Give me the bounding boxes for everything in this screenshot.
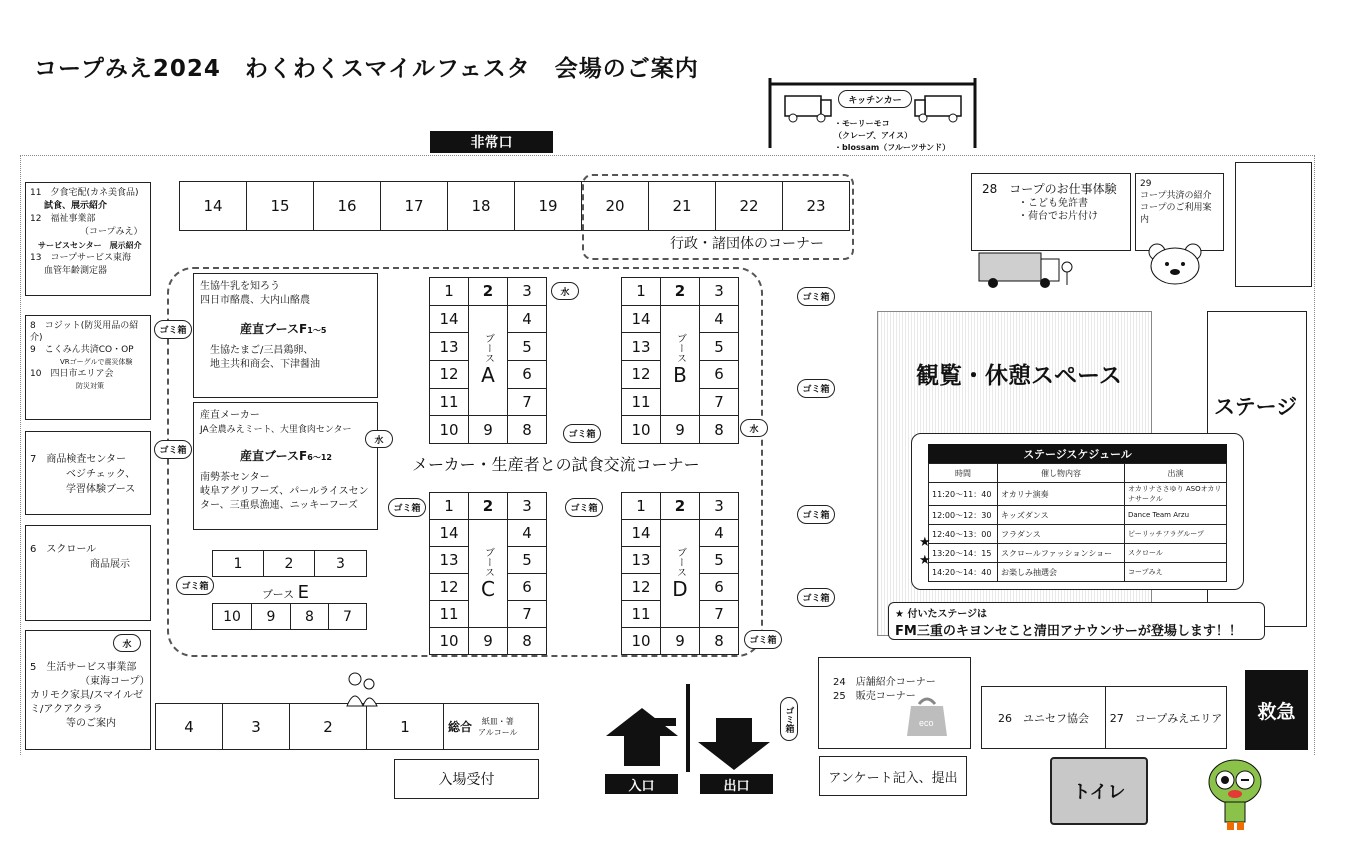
booth-center [468, 305, 508, 417]
booth-cell: 14 [429, 519, 469, 547]
booth-cell: 4 [155, 703, 223, 750]
kitchen-car-item: （クレープ、アイス） [834, 131, 913, 140]
left-box-8-10 [25, 315, 151, 420]
booth-label: ブース [262, 588, 295, 601]
right-top-box [1235, 162, 1312, 287]
sogo-sub-line: アルコール [478, 727, 518, 737]
green-mascot-icon [1195, 752, 1275, 832]
booth-cell: 10 [429, 415, 469, 444]
booth-cell: 1 [621, 277, 661, 306]
booth-f-line: 岐阜アグリフーズ、パールライスセンター、三重県漁連、ニッキーフーズ [200, 486, 369, 511]
booth-cell: 5 [699, 546, 739, 574]
schedule-cell: お楽しみ抽選会 [998, 563, 1125, 582]
booth-cell: 23 [782, 181, 850, 231]
booth-cell: 6 [507, 573, 547, 601]
bottom-booth-row [155, 703, 539, 750]
box-28 [971, 173, 1131, 251]
booth-label: ブース [482, 333, 494, 364]
trash-bin: ゴミ箱 [563, 424, 601, 443]
booth-cell: 9 [468, 415, 508, 444]
booth-label: ブース [674, 546, 686, 577]
booth-cell: 4 [699, 519, 739, 547]
booth-cell: 4 [507, 519, 547, 547]
entrance-label: 入口 [605, 774, 678, 794]
schedule-row [929, 506, 1227, 525]
stage-label: ステージ [1214, 395, 1298, 419]
box-line: 9 こくみん共済CO・OP [30, 345, 134, 355]
fm-note-line: ★ 付いたステージは [895, 609, 988, 620]
schedule-header-row [929, 464, 1227, 483]
booth-f-line: JA全農みえミート、大里食肉センター [200, 425, 352, 435]
left-box-7 [25, 431, 151, 515]
people-illustration-icon [343, 670, 381, 708]
booth-cell: 10 [212, 603, 252, 630]
schedule-cell: コープみえ [1125, 563, 1227, 582]
box-line: （東海コープ） [80, 676, 150, 687]
booth-cell: 9 [660, 415, 700, 444]
stage-schedule [911, 433, 1244, 590]
schedule-row [929, 563, 1227, 582]
booth-cell: 11 [429, 388, 469, 417]
booth-letter: E [297, 582, 309, 603]
booth-letter: A [481, 363, 495, 388]
schedule-row [929, 483, 1227, 506]
booth-f-name: 産直ブースF [240, 449, 308, 463]
box-line: 8 コジット(防災用品の紹介) [30, 321, 139, 343]
booth-cell: 13 [429, 546, 469, 574]
eco-bag-icon [905, 694, 949, 738]
survey-box: アンケート記入、提出 [819, 756, 967, 796]
booth-cell: 1 [429, 277, 469, 306]
booth-a [429, 277, 546, 443]
booth-cell: 12 [429, 573, 469, 601]
booth-cell: 8 [507, 415, 547, 444]
schedule-cell: ピーリッチフラグループ [1125, 525, 1227, 544]
booth-cell: 20 [581, 181, 649, 231]
kitchen-car-item: ・blossam（フルーツサンド） [834, 143, 951, 152]
booth-b [621, 277, 738, 443]
booth-cell: 7 [699, 600, 739, 628]
booth-cell: 2 [468, 277, 508, 306]
sogo-sub-line: 紙皿・箸 [481, 716, 514, 726]
booth-cell: 9 [251, 603, 291, 630]
booth-e [212, 550, 367, 630]
schedule-cell: 12:40～13：00 [929, 525, 998, 544]
water-station: 水 [113, 634, 141, 652]
bear-mascot-icon [1145, 240, 1205, 286]
schedule-header: 出演 [1125, 464, 1227, 483]
water-station: 水 [365, 430, 393, 448]
booth-cell: 6 [699, 573, 739, 601]
box-line: 12 福祉事業部 [30, 214, 96, 224]
emergency-exit: 非常口 [430, 131, 553, 153]
box-line: ベジチェック、 [66, 469, 136, 480]
maker-corner-label: メーカー・生産者との試食交流コーナー [412, 455, 700, 474]
schedule-title: ステージスケジュール [928, 444, 1227, 463]
booth-center [468, 519, 508, 628]
box-line: （コープみえ） [80, 227, 143, 237]
booth-cell: 9 [468, 627, 508, 655]
schedule-cell: 12:00～12：30 [929, 506, 998, 525]
exit-label: 出口 [700, 774, 773, 794]
booth-f-line: 生協たまご/三昌鶏卵、 [210, 345, 314, 356]
booth-cell: 11 [429, 600, 469, 628]
booth-cell: 12 [621, 360, 661, 389]
schedule-header: 催し物内容 [998, 464, 1125, 483]
booth-f-line: 四日市酪農、大内山酪農 [200, 295, 310, 306]
booth-cell: 1 [429, 492, 469, 520]
booth-f-6-12 [193, 402, 378, 530]
schedule-cell: スクロールファッションショー [998, 544, 1125, 563]
booth-f-name: 産直ブースF [240, 322, 308, 336]
booth-f-line: 生協牛乳を知ろう [200, 281, 280, 292]
entrance-exit-arrows [600, 680, 780, 775]
fm-note [888, 602, 1265, 640]
booth-cell: 12 [621, 573, 661, 601]
booth-cell: 2 [660, 277, 700, 306]
booth-letter: B [673, 363, 687, 388]
booth-cell: 14 [429, 305, 469, 334]
booth-cell: 3 [699, 492, 739, 520]
box-line: 防災対策 [76, 382, 104, 390]
star-icon: ★ [919, 553, 931, 568]
box-line: カリモク家具/スマイルゼミ/アクアクララ [30, 690, 143, 715]
booth-center [660, 519, 700, 628]
box-29-line: コープのご利用案内 [1140, 203, 1212, 225]
booth-cell: 3 [507, 492, 547, 520]
booth-cell: 5 [507, 332, 547, 361]
box-line: 等のご案内 [66, 718, 116, 729]
booth-cell: 2 [289, 703, 367, 750]
booth-cell: 15 [246, 181, 314, 231]
booth-cell: 10 [621, 627, 661, 655]
booth-d [621, 492, 738, 654]
eco-text: eco [919, 718, 934, 728]
up-arrow-icon [606, 708, 678, 766]
booth-letter: C [481, 576, 495, 601]
toilet: トイレ [1050, 757, 1148, 825]
box-line: 商品展示 [90, 559, 130, 570]
fm-note-line: FM三重のキヨンセこと清田アナウンサーが登場します！！ [895, 624, 1242, 639]
box-line: 11 夕食宅配(カネ美食品) [30, 188, 139, 198]
booth-cell: 16 [313, 181, 381, 231]
trash-bin: ゴミ箱 [744, 630, 782, 649]
schedule-cell: スクロール [1125, 544, 1227, 563]
first-aid: 救急 [1245, 670, 1308, 750]
star-icon: ★ [919, 535, 931, 550]
trash-bin: ゴミ箱 [154, 320, 192, 339]
box-line: 10 四日市エリア会 [30, 369, 114, 379]
reception: 入場受付 [394, 759, 539, 799]
box-29-line: コープ共済の紹介 [1140, 191, 1212, 201]
booth-cell: 17 [380, 181, 448, 231]
booth-cell: 10 [621, 415, 661, 444]
booth-cell: 13 [621, 546, 661, 574]
left-box-11-13 [25, 182, 151, 296]
box-28-title: 28 コープのお仕事体験 [982, 182, 1117, 196]
booth-cell: 10 [429, 627, 469, 655]
page-title: コープみえ2024 わくわくスマイルフェスタ 会場のご案内 [34, 56, 699, 82]
schedule-table [928, 463, 1227, 582]
trash-bin: ゴミ箱 [176, 576, 214, 595]
box-line: 試食、展示紹介 [44, 201, 108, 211]
coop-truck-icon [977, 247, 1082, 291]
booth-label: ブース [482, 546, 494, 577]
box-24-line: 24 店舗紹介コーナー [833, 677, 936, 688]
trash-bin: ゴミ箱 [797, 588, 835, 607]
box-29-line: 29 [1140, 179, 1152, 189]
booth-f-line: 南勢茶センター [200, 472, 270, 483]
booth-f-title [240, 322, 371, 338]
booth-cell: 2 [660, 492, 700, 520]
booth-cell: 7 [328, 603, 367, 630]
booth-cell: 9 [660, 627, 700, 655]
trash-bin: ゴミ箱 [565, 498, 603, 517]
water-station: 水 [740, 419, 768, 437]
booth-cell: 5 [699, 332, 739, 361]
trash-bin-vertical: ゴミ箱 [780, 697, 798, 741]
kitchen-car-item: ・モーリーモコ [834, 119, 890, 128]
booth-cell: 18 [447, 181, 515, 231]
booth-cell: 1 [366, 703, 444, 750]
schedule-row [929, 544, 1227, 563]
booth-cell: 12 [429, 360, 469, 389]
booth-center [660, 305, 700, 417]
booth-cell: 4 [507, 305, 547, 334]
schedule-cell: キッズダンス [998, 506, 1125, 525]
booth-cell: 8 [699, 627, 739, 655]
booth-cell: 8 [699, 415, 739, 444]
viewing-label: 観覧・休憩スペース [916, 363, 1122, 389]
booth-cell: 1 [212, 550, 264, 577]
box-26: 26 ユニセフ協会 [981, 686, 1106, 749]
booth-f-line: 地主共和商会、下津醤油 [210, 359, 320, 370]
booth-cell: 5 [507, 546, 547, 574]
box-line: 5 生活サービス事業部 [30, 662, 137, 673]
box-line: サービスセンター 展示紹介 [38, 241, 142, 250]
box-line: 6 スクロール [30, 544, 97, 555]
booth-cell: 14 [179, 181, 247, 231]
booth-cell: 13 [621, 332, 661, 361]
trash-bin: ゴミ箱 [797, 287, 835, 306]
box-28-item: ・こども免許書 [1018, 198, 1088, 209]
booth-cell: 3 [699, 277, 739, 306]
booth-cell: 3 [507, 277, 547, 306]
box-line: VRゴーグルで震災体験 [60, 358, 133, 366]
booth-label: ブース [674, 333, 686, 364]
trash-bin: ゴミ箱 [388, 498, 426, 517]
booth-f-range: 6～12 [307, 453, 332, 462]
booth-f-line: 産直メーカー [200, 410, 260, 421]
booth-cell: 11 [621, 600, 661, 628]
box-24-line: 25 販売コーナー [833, 691, 916, 702]
gov-corner-label: 行政・諸団体のコーナー [670, 236, 824, 252]
kitchen-car-label: キッチンカー [838, 90, 912, 108]
booth-cell: 1 [621, 492, 661, 520]
booth-cell: 4 [699, 305, 739, 334]
booth-cell: 19 [514, 181, 582, 231]
schedule-cell: Dance Team Arzu [1125, 506, 1227, 525]
box-line: 13 コープサービス東海 [30, 253, 132, 263]
schedule-cell: 13:20～14：15 [929, 544, 998, 563]
booth-cell: 7 [507, 388, 547, 417]
booth-letter: D [672, 576, 688, 601]
booth-f-1-5 [193, 273, 378, 398]
booth-cell: 6 [507, 360, 547, 389]
box-line: 血管年齢測定器 [44, 266, 108, 276]
booth-cell: 13 [429, 332, 469, 361]
left-box-6 [25, 525, 151, 621]
booth-f-title [240, 449, 371, 465]
booth-e-label [262, 582, 309, 603]
trash-bin: ゴミ箱 [154, 440, 192, 459]
trash-bin: ゴミ箱 [797, 505, 835, 524]
booth-cell: 7 [507, 600, 547, 628]
booth-cell: 2 [263, 550, 315, 577]
box-line: 学習体験ブース [66, 484, 136, 495]
sogo-sub [478, 716, 518, 738]
booth-cell: 21 [648, 181, 716, 231]
booth-cell: 7 [699, 388, 739, 417]
kitchen-car-list [834, 118, 950, 154]
schedule-cell: 11:20～11：40 [929, 483, 998, 506]
trash-bin: ゴミ箱 [797, 379, 835, 398]
booth-cell: 3 [314, 550, 367, 577]
booth-cell: 11 [621, 388, 661, 417]
schedule-row [929, 525, 1227, 544]
booth-cell: 22 [715, 181, 783, 231]
booth-cell: 3 [222, 703, 290, 750]
schedule-cell: フラダンス [998, 525, 1125, 544]
booth-f-range: 1～5 [307, 326, 327, 335]
schedule-cell: オカリナ演奏 [998, 483, 1125, 506]
schedule-cell: オカリナささゆり ASOオカリナサークル [1125, 483, 1227, 506]
box-27: 27 コープみえエリア [1105, 686, 1227, 749]
booth-cell: 6 [699, 360, 739, 389]
booth-cell: 14 [621, 305, 661, 334]
sogo-label: 総合 [448, 720, 473, 734]
food-truck-icon [785, 96, 831, 122]
booth-cell: 14 [621, 519, 661, 547]
box-28-item: ・荷台でお片付け [1018, 211, 1098, 222]
booth-c [429, 492, 546, 654]
booth-cell: 8 [507, 627, 547, 655]
box-line: 7 商品検査センター [30, 454, 126, 465]
sogo-booth [443, 703, 539, 750]
down-arrow-icon [698, 718, 770, 770]
water-station: 水 [551, 282, 579, 300]
booth-cell: 8 [290, 603, 329, 630]
schedule-cell: 14:20～14：40 [929, 563, 998, 582]
schedule-header: 時間 [929, 464, 998, 483]
booth-cell: 2 [468, 492, 508, 520]
